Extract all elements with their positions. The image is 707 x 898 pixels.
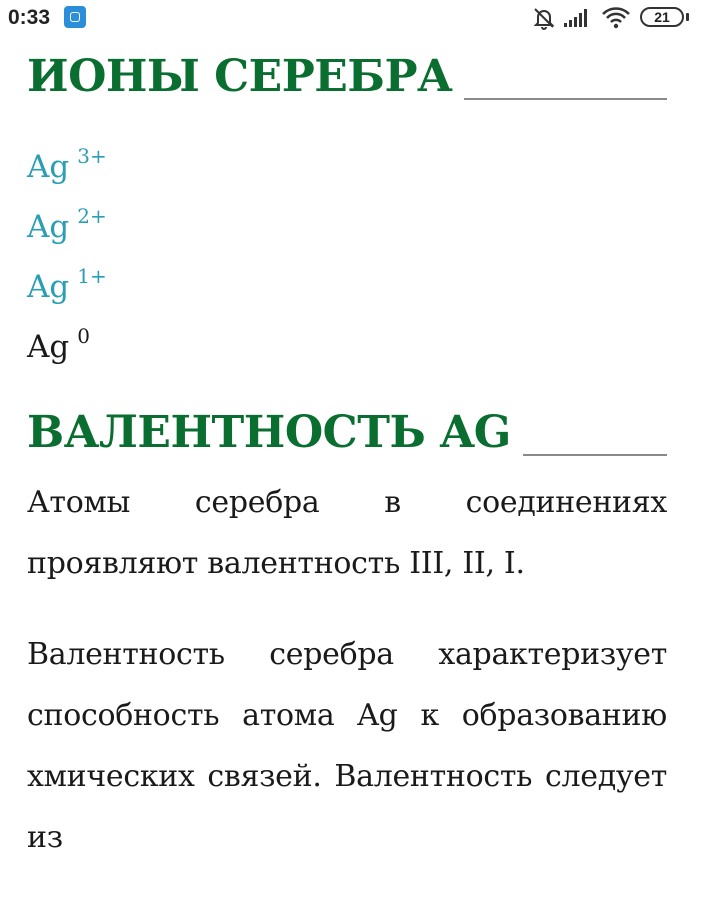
paragraph: Атомы серебра в соединениях проявляют валентность III, II, I. xyxy=(27,485,667,581)
ion-charge: 0 xyxy=(77,324,90,348)
status-time: 0:33 xyxy=(8,6,51,29)
ion-symbol: Ag xyxy=(27,209,70,245)
app-notification-icon xyxy=(64,6,86,28)
ions-list xyxy=(27,126,667,366)
status-bar xyxy=(0,0,707,36)
ion-charge: 1+ xyxy=(77,264,107,288)
paragraph: Валентность серебра характеризует способность атома Ag к образованию хмических связей. Валентность следует из xyxy=(27,637,667,855)
valence-heading: ВАЛЕНТНОСТЬ AG xyxy=(27,407,511,458)
valence-heading-row xyxy=(27,406,667,460)
heading-divider xyxy=(464,98,667,100)
wifi-icon xyxy=(601,6,631,30)
ion-symbol: Ag xyxy=(27,269,70,305)
ion-charge: 2+ xyxy=(77,204,107,228)
ion-link-ag1[interactable] xyxy=(27,246,667,306)
ions-heading: ИОНЫ СЕРЕБРА xyxy=(27,51,453,102)
ions-heading-row xyxy=(27,50,667,104)
bell-off-icon xyxy=(532,6,556,30)
ion-link-ag3[interactable] xyxy=(27,126,667,186)
ion-link-ag2[interactable] xyxy=(27,186,667,246)
battery-icon: 21 xyxy=(640,7,684,27)
ion-ag0 xyxy=(27,306,667,366)
heading-divider xyxy=(523,454,667,456)
ion-charge: 3+ xyxy=(77,144,107,168)
battery-tip xyxy=(686,13,689,21)
ion-symbol: Ag xyxy=(27,149,70,185)
article-content xyxy=(27,50,667,898)
ion-symbol: Ag xyxy=(27,329,70,365)
signal-icon xyxy=(563,8,593,28)
